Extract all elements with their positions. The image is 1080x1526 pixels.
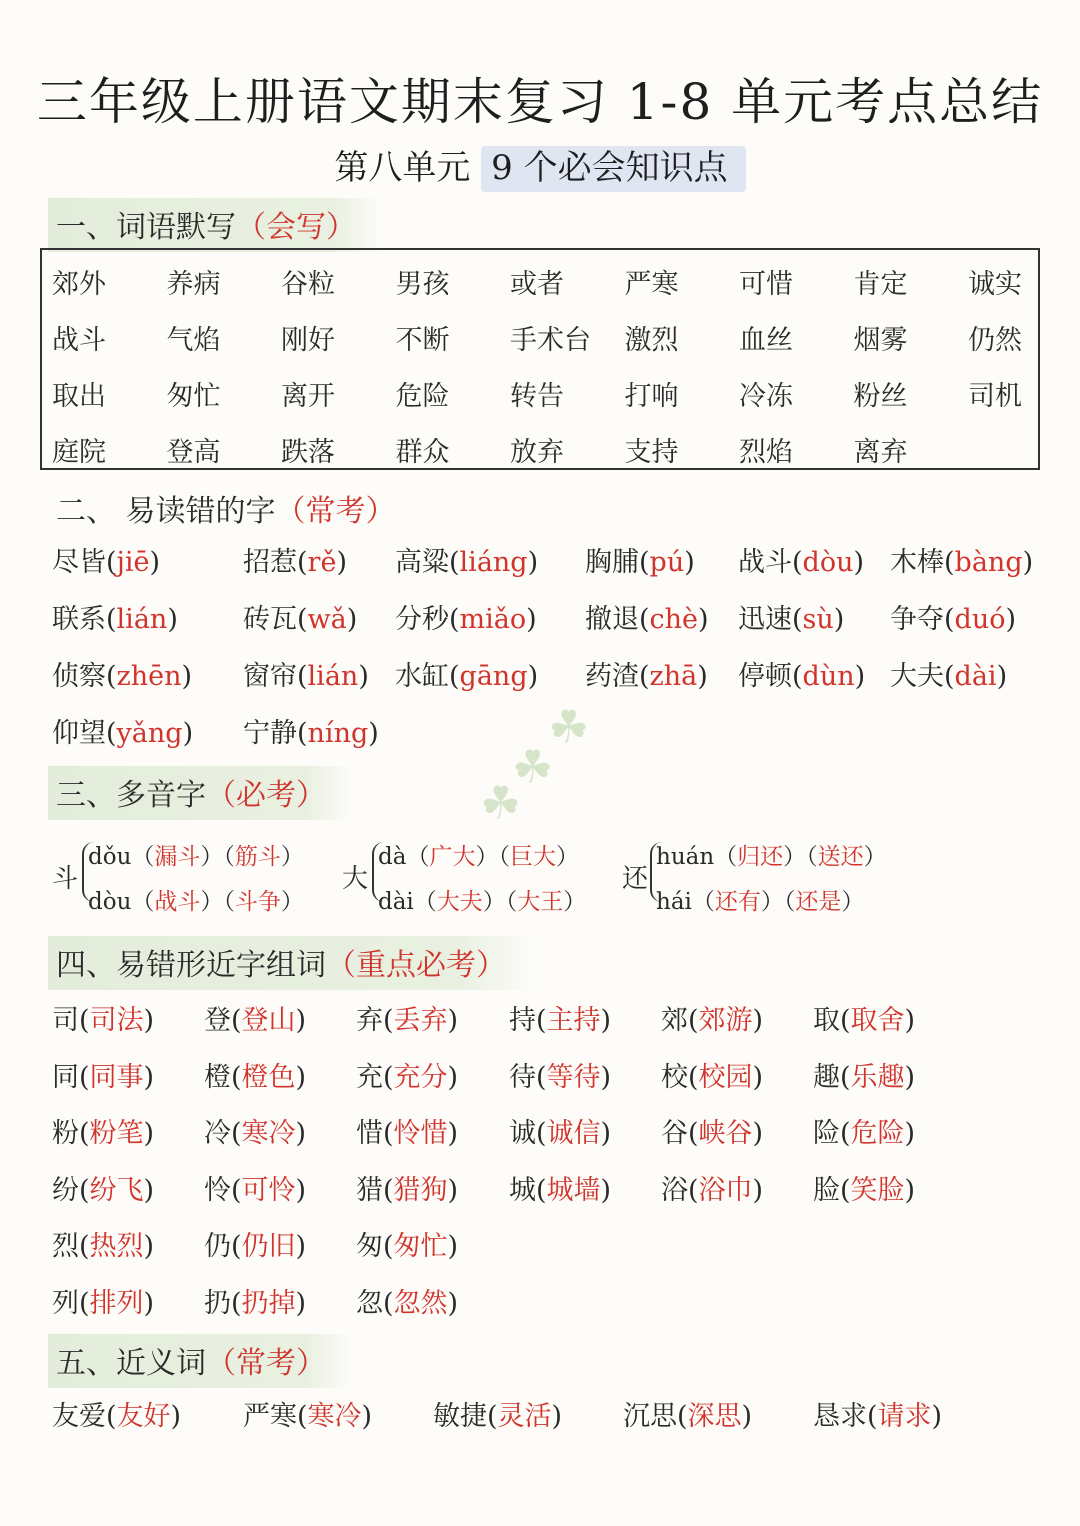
example-word: 还有 [714, 889, 761, 915]
subtitle [0, 140, 1080, 189]
polyphone-line: dòu（战斗）（斗争） [88, 889, 304, 915]
polyphone-line: dài（大夫）（大王） [378, 889, 587, 915]
section-heading-4: 四、易错形近字组词（重点必考） [48, 936, 532, 990]
pinyin: níng [307, 718, 369, 749]
compound-word: 怜惜 [393, 1118, 448, 1149]
compound-word: 同事 [89, 1061, 144, 1093]
pinyin: zhēn [116, 661, 182, 692]
example-word: 还是 [795, 889, 842, 915]
compound-word: 浴巾 [698, 1174, 753, 1206]
word-dictation-table [40, 248, 1040, 470]
misread-item: 砖瓦(wǎ) [243, 604, 358, 635]
word-cell: 养病 [166, 269, 221, 300]
example-word: 送还 [817, 844, 864, 870]
pinyin: yǎng [116, 718, 183, 749]
word-cell: 手术台 [510, 325, 591, 356]
similar-item: 校(校园) [661, 1061, 764, 1093]
misread-item: 停顿(dùn) [738, 661, 866, 692]
word-cell: 离弃 [853, 437, 908, 468]
pinyin: chè [649, 604, 699, 635]
similar-item: 猎(猎狗) [356, 1174, 459, 1206]
similar-item: 粉(粉笔) [52, 1118, 155, 1149]
pinyin: gāng [459, 661, 528, 692]
misread-item: 药渣(zhā) [585, 661, 708, 692]
polyphone-char: 斗 [52, 864, 79, 894]
word-cell: 血丝 [739, 325, 793, 356]
compound-word: 充分 [393, 1061, 448, 1093]
polyphone-line: hái（还有）（还是） [656, 889, 865, 915]
misread-item: 联系(lián) [52, 604, 178, 635]
word-cell: 群众 [395, 437, 450, 468]
misread-item: 仰望(yǎng) [52, 718, 194, 749]
synonym-word: 友好 [116, 1401, 171, 1432]
compound-word: 丢弃 [393, 1005, 448, 1036]
compound-word: 热烈 [89, 1231, 144, 1262]
word-cell: 离开 [281, 381, 335, 412]
word-cell: 肯定 [853, 269, 908, 300]
synonym-word: 深思 [687, 1401, 742, 1432]
similar-item: 持(主持) [509, 1005, 612, 1036]
misread-item: 木棒(bàng) [890, 547, 1034, 578]
compound-word: 忽然 [393, 1287, 448, 1319]
word-cell: 诚实 [968, 269, 1022, 300]
pinyin: dài [954, 661, 997, 692]
word-cell: 庭院 [52, 437, 106, 468]
section-heading-5: 五、近义词（常考） [48, 1334, 352, 1388]
word-cell: 仍然 [968, 325, 1022, 356]
similar-item: 充(充分) [356, 1061, 459, 1093]
similar-item: 扔(扔掉) [204, 1287, 307, 1319]
similar-item: 登(登山) [204, 1005, 307, 1036]
example-word: 漏斗 [154, 844, 201, 870]
word-cell: 谷粒 [281, 269, 335, 300]
example-word: 大夫 [436, 889, 483, 915]
word-cell: 战斗 [52, 325, 106, 356]
word-cell: 严寒 [624, 269, 679, 300]
word-cell: 登高 [166, 437, 221, 468]
similar-item: 取(取舍) [813, 1005, 916, 1036]
word-cell: 粉丝 [853, 381, 908, 412]
word-cell: 气焰 [166, 325, 221, 356]
misread-item: 宁静(níng) [243, 718, 379, 749]
pinyin: miǎo [459, 604, 527, 635]
word-cell: 放弃 [510, 437, 564, 468]
word-cell: 跌落 [281, 437, 335, 468]
similar-item: 列(排列) [52, 1287, 155, 1319]
compound-word: 乐趣 [850, 1061, 905, 1093]
word-cell: 可惜 [739, 269, 793, 300]
compound-word: 司法 [89, 1005, 144, 1036]
compound-word: 主持 [546, 1005, 601, 1036]
compound-word: 诚信 [546, 1118, 601, 1149]
example-word: 战斗 [154, 889, 201, 915]
pinyin: huán [656, 844, 715, 870]
pinyin: lián [116, 604, 168, 635]
similar-item: 仍(仍旧) [204, 1231, 307, 1262]
misread-item: 战斗(dòu) [738, 547, 865, 578]
similar-item: 谷(峡谷) [661, 1118, 764, 1149]
synonym-item: 严寒(寒冷) [243, 1401, 373, 1432]
pinyin: dòu [802, 547, 854, 578]
synonym-word: 请求 [877, 1401, 932, 1432]
word-cell: 打响 [624, 381, 679, 412]
clover-icon: ☘ [512, 740, 554, 794]
word-cell: 冷冻 [739, 381, 793, 412]
similar-item: 纷(纷飞) [52, 1174, 155, 1206]
similar-item: 趣(乐趣) [813, 1061, 916, 1093]
pinyin: rě [307, 547, 337, 578]
pinyin: wǎ [307, 604, 347, 635]
compound-word: 粉笔 [89, 1118, 144, 1149]
pinyin: bàng [954, 547, 1023, 578]
pinyin: pú [649, 547, 685, 578]
compound-word: 匆忙 [393, 1231, 448, 1262]
similar-item: 待(等待) [509, 1061, 612, 1093]
word-cell: 激烈 [624, 325, 679, 356]
compound-word: 城墙 [546, 1174, 601, 1206]
synonym-word: 寒冷 [307, 1401, 362, 1432]
example-word: 筋斗 [234, 844, 281, 870]
misread-item: 分秒(miǎo) [395, 604, 537, 635]
compound-word: 橙色 [241, 1061, 296, 1093]
word-cell: 取出 [52, 381, 106, 412]
similar-item: 忽(忽然) [356, 1287, 459, 1319]
section-heading-2: 二、 易读错的字（常考） [56, 494, 396, 529]
misread-item: 争夺(duó) [890, 604, 1017, 635]
word-cell: 烈焰 [739, 437, 793, 468]
similar-item: 怜(可怜) [204, 1174, 307, 1206]
similar-item: 匆(匆忙) [356, 1231, 459, 1262]
misread-item: 迅速(sù) [738, 604, 845, 635]
similar-item: 郊(郊游) [661, 1005, 764, 1036]
polyphone-line: huán（归还）（送还） [656, 844, 887, 870]
misread-item: 撤退(chè) [585, 604, 709, 635]
pinyin: dùn [802, 661, 855, 692]
synonym-item: 恳求(请求) [813, 1401, 943, 1432]
pinyin: jiē [116, 547, 150, 578]
page-title: 三年级上册语文期末复习 1-8 单元考点总结 [36, 73, 1044, 131]
example-word: 广大 [429, 844, 476, 870]
word-cell: 转告 [510, 381, 564, 412]
example-word: 归还 [737, 844, 784, 870]
misread-item: 胸脯(pú) [585, 547, 695, 578]
clover-icon: ☘ [480, 776, 522, 830]
example-word: 大王 [517, 889, 564, 915]
compound-word: 可怜 [241, 1174, 296, 1206]
compound-word: 寒冷 [241, 1118, 296, 1149]
word-cell: 烟雾 [853, 325, 908, 356]
pinyin: dòu [88, 889, 132, 915]
word-cell: 男孩 [395, 269, 450, 300]
polyphone-line: dǒu（漏斗）（筋斗） [88, 844, 304, 870]
pinyin: dài [378, 889, 414, 915]
compound-word: 危险 [850, 1118, 905, 1149]
misread-item: 侦察(zhēn) [52, 661, 193, 692]
pinyin: liáng [459, 547, 528, 578]
similar-item: 惜(怜惜) [356, 1118, 459, 1149]
compound-word: 校园 [698, 1061, 753, 1093]
synonym-item: 沉思(深思) [623, 1401, 753, 1432]
compound-word: 扔掉 [241, 1287, 296, 1319]
clover-icon: ☘ [548, 700, 590, 754]
compound-word: 猎狗 [393, 1174, 448, 1206]
example-word: 斗争 [234, 889, 281, 915]
word-cell: 危险 [395, 381, 450, 412]
section-heading-3: 三、多音字（必考） [48, 766, 352, 820]
similar-item: 弃(丢弃) [356, 1005, 459, 1036]
polyphone-char: 大 [342, 864, 369, 894]
similar-item: 司(司法) [52, 1005, 155, 1036]
similar-item: 同(同事) [52, 1061, 155, 1093]
similar-item: 城(城墙) [509, 1174, 612, 1206]
word-cell: 匆忙 [166, 381, 221, 412]
misread-item: 高粱(liáng) [395, 547, 539, 578]
pinyin: duó [954, 604, 1006, 635]
word-cell: 郊外 [52, 269, 106, 300]
pinyin: zhā [649, 661, 698, 692]
example-word: 巨大 [509, 844, 556, 870]
similar-item: 冷(寒冷) [204, 1118, 307, 1149]
synonym-item: 友爱(友好) [52, 1401, 182, 1432]
compound-word: 排列 [89, 1287, 144, 1319]
unit-label: 第八单元 [334, 148, 471, 188]
similar-item: 烈(热烈) [52, 1231, 155, 1262]
knowledge-count: 9 个必会知识点 [481, 146, 745, 192]
pinyin: dà [378, 844, 407, 870]
word-cell: 支持 [624, 437, 679, 468]
compound-word: 登山 [241, 1005, 296, 1036]
polyphone-line: dà（广大）（巨大） [378, 844, 579, 870]
compound-word: 等待 [546, 1061, 601, 1093]
pinyin: dǒu [88, 844, 132, 870]
synonym-item: 敏捷(灵活) [433, 1401, 563, 1432]
misread-item: 大夫(dài) [890, 661, 1008, 692]
compound-word: 纷飞 [89, 1174, 144, 1206]
similar-item: 脸(笑脸) [813, 1174, 916, 1206]
similar-item: 橙(橙色) [204, 1061, 307, 1093]
similar-item: 险(危险) [813, 1118, 916, 1149]
compound-word: 仍旧 [241, 1231, 296, 1262]
pinyin: sù [802, 604, 834, 635]
pinyin: lián [307, 661, 359, 692]
word-cell: 或者 [510, 269, 564, 300]
polyphone-char: 还 [622, 864, 649, 894]
compound-word: 峡谷 [698, 1118, 753, 1149]
misread-item: 水缸(gāng) [395, 661, 539, 692]
synonym-word: 灵活 [497, 1401, 552, 1432]
similar-item: 诚(诚信) [509, 1118, 612, 1149]
misread-item: 尽皆(jiē) [52, 547, 161, 578]
misread-item: 招惹(rě) [243, 547, 347, 578]
compound-word: 郊游 [698, 1005, 753, 1036]
similar-item: 浴(浴巾) [661, 1174, 764, 1206]
compound-word: 笑脸 [850, 1174, 905, 1206]
compound-word: 取舍 [850, 1005, 905, 1036]
pinyin: hái [656, 889, 692, 915]
misread-item: 窗帘(lián) [243, 661, 369, 692]
word-cell: 刚好 [281, 325, 335, 356]
word-cell: 司机 [968, 381, 1022, 412]
word-cell: 不断 [395, 325, 450, 356]
section-heading-1: 一、词语默写（会写） [48, 198, 382, 252]
